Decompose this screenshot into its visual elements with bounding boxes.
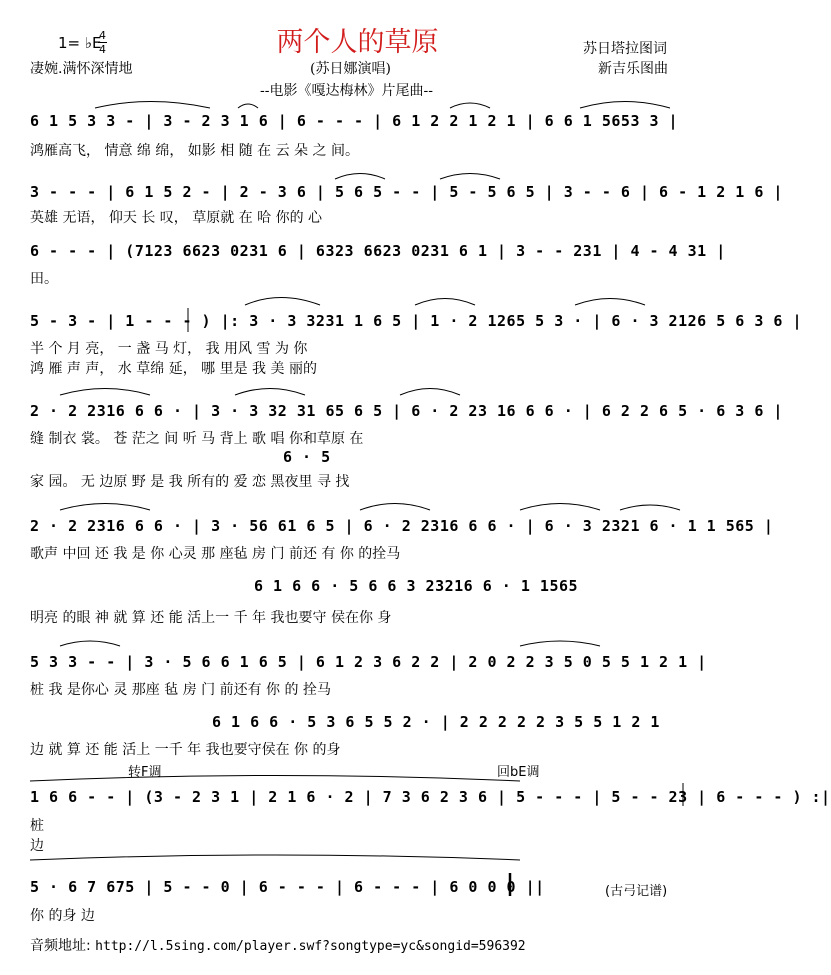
notation-row-5: 2 · 2 2316 6 6 · | 3 · 3 32 31 65 6 5 | 6 · 2 23 16 6 6 · | 6 2 2 6 5 · 6 3 6 |: [30, 402, 783, 420]
lyrics-row-5-verse-2: 家 园。 无 边原 野 是 我 所有的 爱 恋 黑夜里 寻 找: [30, 474, 350, 490]
time-signature-bottom: 4: [99, 43, 106, 56]
alt-notation-row-7: 6 1 6 6 · 5 3 6 5 5 2 · | 2 2 2 2 2 3 5 5 1 2 1: [212, 713, 660, 731]
slur: [30, 776, 520, 782]
lyrics-row-2: 英雄 无语， 仰天 长 叹， 草原就 在 哈 你的 心: [30, 210, 323, 226]
notation-row-6: 2 · 2 2316 6 6 · | 3 · 56 61 6 5 | 6 · 2 2316 6 6 · | 6 · 3 2321 6 · 1 1 565 |: [30, 517, 774, 535]
audio-link-url[interactable]: http://l.5sing.com/player.swf?songtype=yc&songid=596392: [95, 939, 526, 954]
slur: [238, 104, 258, 108]
lyrics-row-4-verse-2: 鸿 雁 声 声， 水 草绵 延， 哪 里是 我 美 丽的: [30, 361, 317, 377]
notation-row-3: 6 - - - | (7123 6623 0231 6 | 6323 6623 0231 6 1 | 3 - - 231 | 4 - 4 31 |: [30, 242, 726, 260]
slur: [60, 389, 150, 396]
notation-row-9: 5 · 6 7 675 | 5 - - 0 | 6 - - - | 6 - - - | 6 0 0 0 ||: [30, 878, 545, 896]
lyrics-row-6-verse-2: 明亮 的眼 神 就 算 还 能 活上一 千 年 我也要守 侯在你 身: [30, 610, 392, 626]
audio-link[interactable]: [30, 935, 526, 955]
notation-row-8: 1 6 6 - - | (3 - 2 3 1 | 2 1 6 · 2 | 7 3 6 2 3 6 | 5 - - - | 5 - - 23 | 6 - - - ) :|: [30, 788, 831, 806]
lyrics-row-8-verse-2: 边: [30, 838, 44, 854]
notation-row-4: 5 - 3 - | 1 - - - ) |: 3 · 3 3231 1 6 5 | 1 · 2 1265 5 3 · | 6 · 3 2126 5 6 3 6 |: [30, 312, 802, 330]
transcriber-credit: (古弓记谱): [605, 884, 668, 899]
slur: [95, 102, 210, 109]
slur: [60, 641, 120, 646]
audio-link-label: 音频地址:: [30, 938, 91, 954]
notation-row-2: 3 - - - | 6 1 5 2 - | 2 - 3 6 | 5 6 5 - - | 5 - 5 6 5 | 3 - - 6 | 6 - 1 2 1 6 |: [30, 183, 783, 201]
slur: [520, 641, 600, 646]
slur: [30, 855, 520, 860]
lyricist: 苏日塔拉图词: [583, 41, 667, 57]
slur: [235, 389, 305, 396]
slur: [245, 298, 320, 306]
lyrics-row-1: 鸿雁高飞， 情意 绵 绵， 如影 相 随 在 云 朵 之 间。: [30, 143, 359, 159]
slur: [60, 504, 150, 511]
composer: 新吉乐图曲: [598, 61, 668, 77]
slur: [415, 299, 475, 306]
slur: [620, 505, 680, 510]
lyrics-row-3: 田。: [30, 271, 58, 287]
slur: [450, 103, 490, 108]
slur: [580, 102, 670, 109]
slur: [360, 504, 430, 511]
mood-marking: 凄婉.满怀深情地: [30, 61, 133, 77]
lyrics-row-5-verse-1: 缝 制衣 裳。 苍 茫之 间 听 马 背上 歌 唱 你和草原 在: [30, 431, 364, 447]
slur: [400, 389, 460, 396]
key-change-marking: 转F调: [128, 765, 162, 780]
alt-notation-row-6: 6 1 6 6 · 5 6 6 3 23216 6 · 1 1565: [254, 577, 579, 595]
lyrics-row-6-verse-1: 歌声 中回 还 我 是 你 心灵 那 座毡 房 门 前还 有 你 的拴马: [30, 546, 401, 562]
slur: [520, 504, 600, 511]
lyrics-row-4-verse-1: 半 个 月 亮， 一 盏 马 灯， 我 用风 雪 为 你: [30, 341, 308, 357]
time-signature-top: 4: [99, 29, 106, 42]
key-signature: 1= ♭E: [58, 34, 102, 52]
slur: [440, 174, 500, 180]
alt-notation-row-5: 6 · 5: [283, 448, 331, 466]
subtitle: --电影《嘎达梅林》片尾曲--: [260, 83, 433, 99]
lyrics-row-8-verse-1: 桩: [30, 818, 44, 834]
slur: [335, 174, 385, 180]
lyrics-row-7-verse-1: 桩 我 是你心 灵 那座 毡 房 门 前还有 你 的 拴马: [30, 682, 331, 698]
notation-row-7: 5 3 3 - - | 3 · 5 6 6 1 6 5 | 6 1 2 3 6 2 2 | 2 0 2 2 3 5 0 5 5 1 2 1 |: [30, 653, 707, 671]
lyrics-row-9: 你 的身 边: [30, 908, 95, 924]
slur: [575, 299, 645, 306]
notation-row-1: 6 1 5 3 3 - | 3 - 2 3 1 6 | 6 - - - | 6 1 2 2 1 2 1 | 6 6 1 5653 3 |: [30, 112, 679, 130]
key-return-marking: 回bE调: [497, 765, 540, 780]
page-title: 两个人的草原: [276, 27, 439, 58]
lyrics-row-7-verse-2: 边 就 算 还 能 活上 一千 年 我也要守侯在 你 的身: [30, 742, 341, 758]
performer: (苏日娜演唱): [310, 61, 391, 77]
